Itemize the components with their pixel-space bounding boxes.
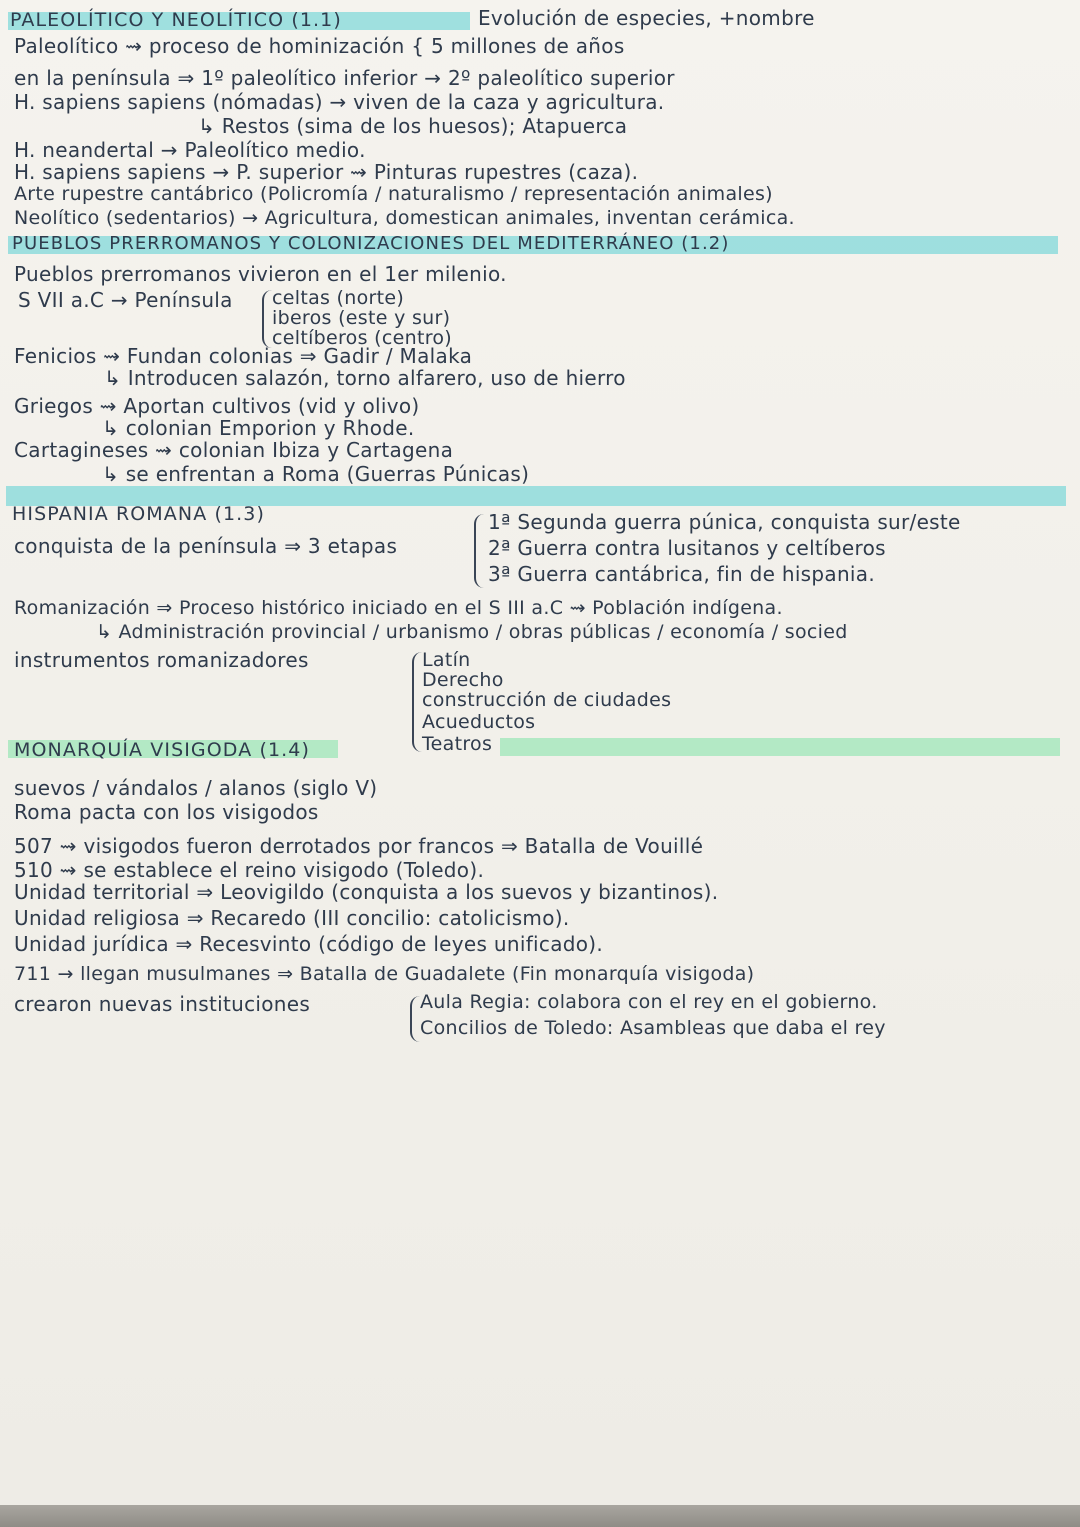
note-line: suevos / vándalos / alanos (siglo V) (14, 776, 378, 800)
note-line: 711 → llegan musulmanes ⇒ Batalla de Guadalete (Fin monarquía visigoda) (14, 963, 755, 985)
note-line: 2ª Guerra contra lusitanos y celtíberos (488, 536, 886, 560)
brace (412, 652, 422, 752)
note-line: ↳ Introducen salazón, torno alfarero, uso de hierro (104, 366, 626, 390)
note-line: Roma pacta con los visigodos (14, 800, 319, 824)
note-line: H. sapiens sapiens → P. superior ⇝ Pinturas rupestres (caza). (14, 160, 639, 184)
note-line: ↳ colonian Emporion y Rhode. (102, 416, 415, 440)
brace (410, 996, 420, 1042)
note-line: 510 ⇝ se establece el reino visigodo (Toledo). (14, 858, 485, 882)
note-line: 1ª Segunda guerra púnica, conquista sur/este (488, 510, 961, 534)
note-line: ↳ Administración provincial / urbanismo / obras públicas / economía / socied (96, 621, 848, 643)
note-line: H. neandertal → Paleolítico medio. (14, 138, 366, 162)
note-line: Aula Regia: colabora con el rey en el gobierno. (420, 991, 878, 1013)
note-line: crearon nuevas instituciones (14, 992, 311, 1016)
note-line: Fenicios ⇝ Fundan colonias ⇒ Gadir / Malaka (14, 344, 473, 368)
note-line: Cartagineses ⇝ colonian Ibiza y Cartagena (14, 438, 454, 462)
note-line: Romanización ⇒ Proceso histórico iniciado en el S III a.C ⇝ Población indígena. (14, 597, 783, 619)
section-title-hispania: HISPANIA ROMANA (1.3) (12, 503, 265, 525)
section-title-pueblos: PUEBLOS PRERROMANOS Y COLONIZACIONES DEL MEDITERRÁNEO (1.2) (12, 233, 730, 254)
note-line: ↳ Restos (sima de los huesos); Atapuerca (198, 114, 628, 138)
note-line: S VII a.C → Península (18, 288, 233, 312)
note-line: ↳ se enfrentan a Roma (Guerras Púnicas) (102, 462, 530, 486)
note-line: Acueductos (422, 711, 536, 733)
note-line: celtas (norte) (272, 287, 405, 309)
section-title-visigoda: MONARQUÍA VISIGODA (1.4) (14, 739, 310, 761)
note-line: H. sapiens sapiens (nómadas) → viven de la caza y agricultura. (14, 90, 665, 114)
note-line: Griegos ⇝ Aportan cultivos (vid y olivo) (14, 394, 420, 418)
heading-highlight-4b (500, 738, 1060, 756)
note-line: Unidad jurídica ⇒ Recesvinto (código de leyes unificado). (14, 932, 604, 956)
note-line: Evolución de especies, +nombre (478, 6, 815, 30)
note-line: Neolítico (sedentarios) → Agricultura, domestican animales, inventan cerámica. (14, 207, 795, 229)
note-line: 3ª Guerra cantábrica, fin de hispania. (488, 562, 875, 586)
note-line: Concilios de Toledo: Asambleas que daba el rey (420, 1017, 886, 1039)
note-line: Derecho (422, 669, 504, 691)
note-line: celtíberos (centro) (272, 327, 453, 349)
section-title-paleolitico: PALEOLÍTICO Y NEOLÍTICO (1.1) (10, 9, 342, 31)
note-line: 507 ⇝ visigodos fueron derrotados por francos ⇒ Batalla de Vouillé (14, 834, 704, 858)
page-bottom-edge (0, 1505, 1080, 1527)
note-line: conquista de la península ⇒ 3 etapas (14, 534, 398, 558)
note-line: instrumentos romanizadores (14, 648, 309, 672)
note-line: construcción de ciudades (422, 689, 672, 711)
note-line: iberos (este y sur) (272, 307, 451, 329)
note-line: Unidad territorial ⇒ Leovigildo (conquista a los suevos y bizantinos). (14, 880, 719, 904)
note-line: Paleolítico ⇝ proceso de hominización { 5 millones de años (14, 34, 625, 58)
brace (262, 290, 272, 348)
brace (474, 514, 484, 588)
note-line: Arte rupestre cantábrico (Policromía / naturalismo / representación animales) (14, 183, 773, 205)
note-line: Unidad religiosa ⇒ Recaredo (III concilio: catolicismo). (14, 906, 570, 930)
note-line: Teatros (422, 733, 493, 755)
note-line: Latín (422, 649, 471, 671)
note-line: en la península ⇒ 1º paleolítico inferior → 2º paleolítico superior (14, 66, 675, 90)
note-line: Pueblos prerromanos vivieron en el 1er milenio. (14, 262, 507, 286)
